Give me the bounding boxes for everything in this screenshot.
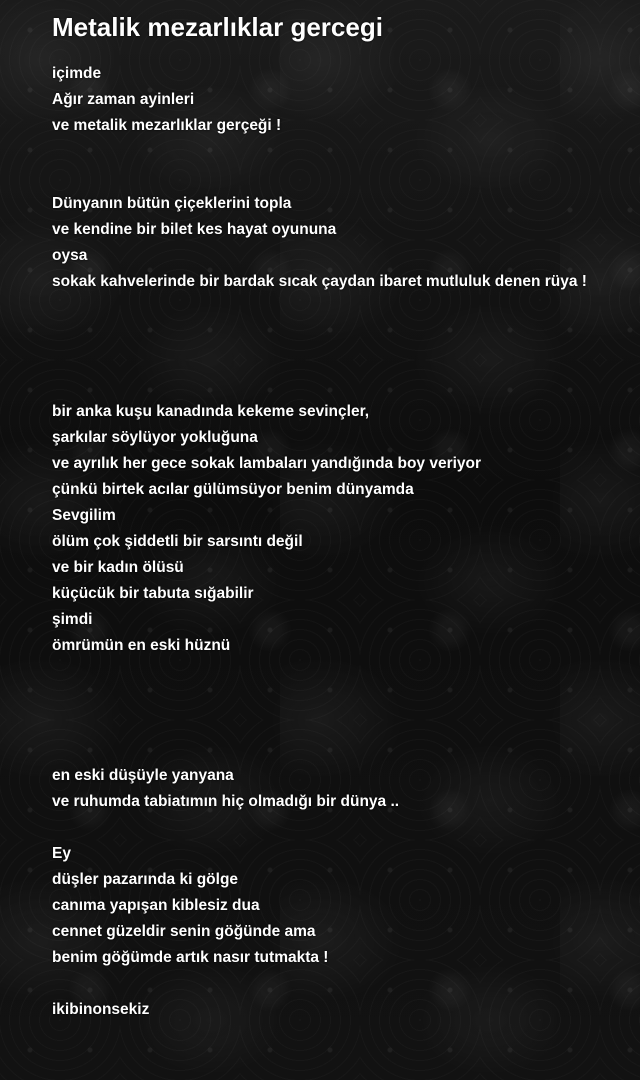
poem-line: çünkü birtek acılar gülümsüyor benim dünyamda bbox=[52, 481, 414, 498]
poem-line: en eski düşüyle yanyana bbox=[52, 767, 234, 784]
poem-line: şimdi bbox=[52, 611, 93, 628]
poem-title: Metalik mezarlıklar gercegi bbox=[52, 12, 383, 42]
poem-container bbox=[52, 10, 622, 1023]
poem-line: içimde bbox=[52, 65, 102, 82]
poem-line: sokak kahvelerinde bir bardak sıcak çaydan ibaret mutluluk denen rüya ! bbox=[52, 273, 587, 290]
poem-line: ve metalik mezarlıklar gerçeği ! bbox=[52, 117, 282, 134]
poem-line: oysa bbox=[52, 247, 88, 264]
poem-line: ölüm çok şiddetli bir sarsıntı değil bbox=[52, 533, 303, 550]
poem-blank-line bbox=[52, 971, 622, 997]
poem-line: ve ruhumda tabiatımın hiç olmadığı bir dünya .. bbox=[52, 793, 400, 810]
poem-line: ve kendine bir bilet kes hayat oyununa bbox=[52, 221, 337, 238]
poem-blank-line bbox=[52, 711, 622, 737]
poem-line: bir anka kuşu kanadında kekeme sevinçler, bbox=[52, 403, 370, 420]
poem-blank-line bbox=[52, 165, 622, 191]
poem-blank-line bbox=[52, 139, 622, 165]
poem-line: ömrümün en eski hüznü bbox=[52, 637, 231, 654]
poem-blank-line bbox=[52, 373, 622, 399]
poem-line: küçücük bir tabuta sığabilir bbox=[52, 585, 254, 602]
poem-blank-line bbox=[52, 347, 622, 373]
poem-line: ve ayrılık her gece sokak lambaları yandığında boy veriyor bbox=[52, 455, 482, 472]
poem-blank-line bbox=[52, 295, 622, 321]
poem-line: şarkılar söylüyor yokluğuna bbox=[52, 429, 258, 446]
poem-blank-line bbox=[52, 685, 622, 711]
poem-line: Dünyanın bütün çiçeklerini topla bbox=[52, 195, 292, 212]
poem-blank-line bbox=[52, 321, 622, 347]
poem-line: Ağır zaman ayinleri bbox=[52, 91, 195, 108]
poem-line: Sevgilim bbox=[52, 507, 116, 524]
poem-body bbox=[52, 61, 622, 1023]
poem-line: ikibinonsekiz bbox=[52, 1001, 150, 1018]
poem-line: düşler pazarında ki gölge bbox=[52, 871, 239, 888]
poem-blank-line bbox=[52, 815, 622, 841]
poem-line: ve bir kadın ölüsü bbox=[52, 559, 184, 576]
poem-blank-line bbox=[52, 737, 622, 763]
poem-line: cennet güzeldir senin göğünde ama bbox=[52, 923, 316, 940]
poem-line: benim göğümde artık nasır tutmakta ! bbox=[52, 949, 329, 966]
poem-blank-line bbox=[52, 659, 622, 685]
poem-line: Ey bbox=[52, 845, 71, 862]
poem-line: canıma yapışan kiblesiz dua bbox=[52, 897, 260, 914]
